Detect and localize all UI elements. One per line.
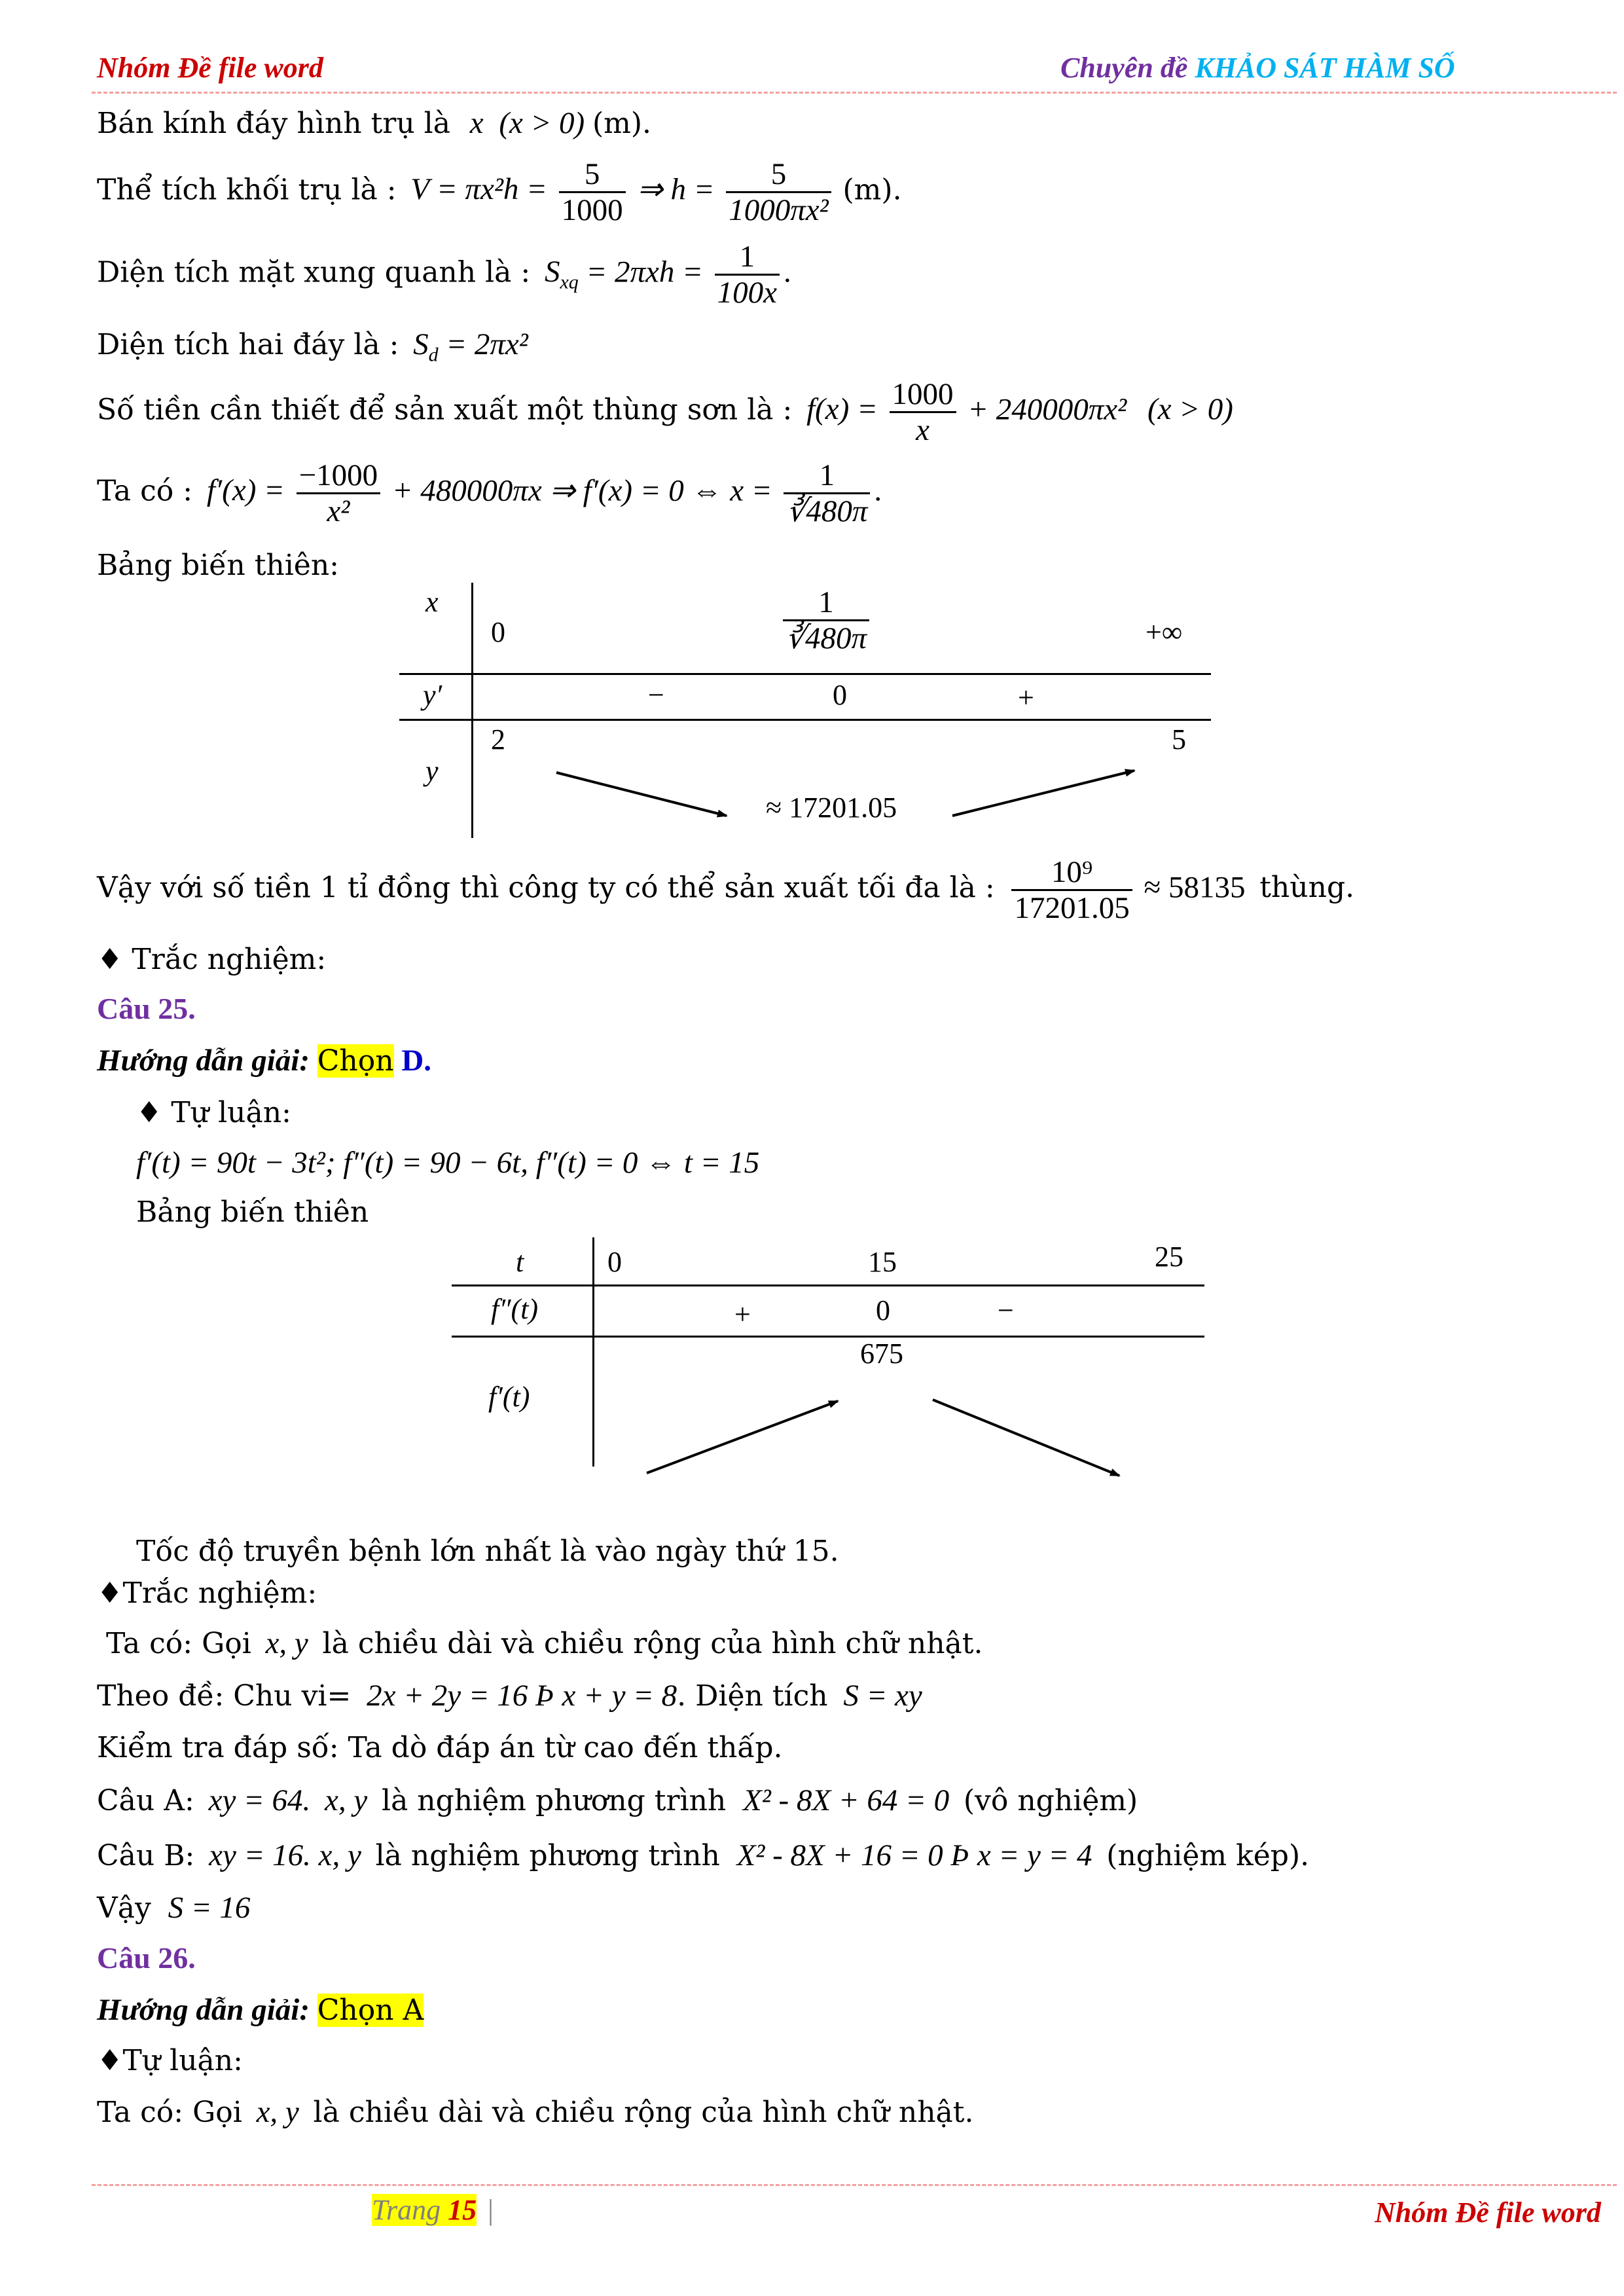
p1-line2-unit: (m). xyxy=(842,173,902,207)
t1-x-label: x xyxy=(425,586,439,618)
p3-line2: ♦Trắc nghiệm: xyxy=(97,1576,317,1610)
p1-line2 xyxy=(97,157,902,227)
p1-line3-frac xyxy=(715,240,780,310)
footer-right: Nhóm Đề file word xyxy=(1375,2196,1601,2229)
p1-line4-text: Diện tích hai đáy là : xyxy=(97,328,399,361)
p3-line6-eq: X² - 8X + 64 = 0 xyxy=(743,1783,950,1817)
p2-line1-num: 10⁹ xyxy=(1011,855,1132,891)
p1-line3-formula: = 2πxh = xyxy=(586,255,703,289)
p1-line6-text: Ta có : xyxy=(97,474,193,508)
p1-line1-cond: (x > 0) xyxy=(499,106,585,140)
p1-line5-fx: f(x) = xyxy=(806,392,878,427)
p1-line3-s: S xyxy=(544,255,560,289)
footer-page-label xyxy=(372,2194,477,2226)
p1-line2-frac2 xyxy=(726,157,831,227)
cau26-line1-rest: là chiều dài và chiều rộng của hình chữ nhật. xyxy=(313,2096,974,2129)
cau25-answer: D. xyxy=(401,1044,432,1078)
p1-line5-text: Số tiền cần thiết để sản xuất một thùng sơn là : xyxy=(97,393,793,427)
p1-line5-num: 1000 xyxy=(890,377,956,413)
t1-yp-left: − xyxy=(648,679,664,711)
p1-line4-sub: d xyxy=(428,344,439,366)
t2-arrow-down xyxy=(933,1400,1119,1476)
p1-line1-var: x xyxy=(469,106,484,140)
t1-y-min: ≈ 17201.05 xyxy=(766,792,897,824)
p1-line3-num: 1 xyxy=(715,240,780,276)
cau26-line1-text: Ta có: Gọi xyxy=(97,2096,242,2129)
p1-line2-num1: 5 xyxy=(559,157,626,193)
p3-line6-note: (vô nghiệm) xyxy=(963,1784,1138,1817)
cau26-guide-label: Hướng dẫn giải: xyxy=(97,1993,310,2027)
p1-line4-formula: = 2πx² xyxy=(446,327,528,361)
t1-arrow-down xyxy=(556,773,727,816)
t2-fp-max: 675 xyxy=(860,1338,903,1370)
variation-table-1 xyxy=(399,583,1218,838)
cau26-tuluan: ♦Tự luận: xyxy=(97,2044,243,2077)
t2-t-label: t xyxy=(516,1246,524,1278)
p1-line4 xyxy=(97,325,528,374)
p1-line1-text: Bán kính đáy hình trụ là xyxy=(97,107,450,140)
p2-line1-den: 17201.05 xyxy=(1014,891,1130,925)
p2-line1-unit: thùng. xyxy=(1259,871,1355,905)
p3-line3-vars: x, y xyxy=(265,1626,308,1660)
p3-line8-result: S = 16 xyxy=(168,1891,251,1925)
footer-page-num: 15 xyxy=(448,2194,477,2226)
p1-line2-text: Thể tích khối trụ là : xyxy=(97,173,397,207)
p3-line8 xyxy=(97,1888,250,1928)
p3-line7-xy: xy = 16. xyxy=(209,1838,311,1872)
p1-line4-sd xyxy=(413,327,439,366)
p3-line3 xyxy=(106,1624,983,1664)
t1-yp-label: y′ xyxy=(423,679,442,711)
t1-arrows xyxy=(399,583,1218,838)
cau25-guide xyxy=(97,1041,431,1081)
t1-x-mid-den: ∛480π xyxy=(785,621,867,655)
header-right xyxy=(1060,51,1455,84)
t1-yp-right: + xyxy=(1018,682,1034,714)
p3-line6-vars: x, y xyxy=(325,1783,368,1817)
p2-line1-approx: ≈ 58135 xyxy=(1144,870,1246,905)
p1-line6-den2: ∛480π xyxy=(786,494,868,528)
p1-line2-num2: 5 xyxy=(726,157,831,193)
t2-fpp-right: − xyxy=(998,1294,1014,1326)
p1-line3-dot: . xyxy=(784,255,791,289)
header-left: Nhóm Đề file word xyxy=(97,52,323,84)
p1-line1-unit: (m). xyxy=(592,107,652,140)
p3-line8-label: Vậy xyxy=(97,1891,151,1925)
footer-page-prefix: Trang xyxy=(372,2194,441,2226)
t1-y-right: 5 xyxy=(1172,723,1186,756)
p1-line4-s: S xyxy=(413,327,429,361)
p1-line6-frac2 xyxy=(784,458,870,528)
t2-fpp-mid: 0 xyxy=(876,1294,890,1326)
p3-line6-xy: xy = 64. xyxy=(208,1783,311,1817)
p3-line4-area: S = xy xyxy=(843,1679,922,1713)
p1-line2-den2: 1000πx² xyxy=(729,193,829,227)
p2-line1 xyxy=(97,855,1354,925)
p3-line3-text: Ta có: Gọi xyxy=(106,1627,251,1660)
footer-page xyxy=(372,2193,494,2227)
t2-fpp-label: f″(t) xyxy=(491,1293,539,1325)
t2-fp-label: f′(t) xyxy=(488,1381,530,1413)
cau26-title: Câu 26. xyxy=(97,1941,196,1975)
p1-line6-den1: x² xyxy=(327,494,350,528)
p1-line6-num1: −1000 xyxy=(297,458,381,494)
p3-line7-vars: x, y xyxy=(318,1838,361,1872)
p3-line3-rest: là chiều dài và chiều rộng của hình chữ nhật. xyxy=(322,1627,983,1660)
header-right-prefix: Chuyên đề xyxy=(1060,52,1195,84)
t2-t-end: 25 xyxy=(1155,1241,1183,1273)
p1-line6-fpx: f′(x) = xyxy=(206,473,285,508)
t1-yp-mid: 0 xyxy=(833,679,847,711)
p3-line7-text: là nghiệm phương trình xyxy=(375,1839,720,1872)
p2-line1-frac xyxy=(1011,855,1132,925)
t1-arrow-up xyxy=(952,771,1134,816)
cau25-bbt: Bảng biến thiên xyxy=(136,1195,369,1229)
cau25-choose: Chọn xyxy=(317,1044,394,1078)
p1-line3-sub: xq xyxy=(560,271,579,293)
t2-t0: 0 xyxy=(607,1246,622,1278)
cau26-line1-vars: x, y xyxy=(256,2095,299,2129)
header-divider xyxy=(92,92,1617,94)
cau26-guide xyxy=(97,1990,424,2030)
p3-line6-label: Câu A: xyxy=(97,1784,194,1817)
p1-line5 xyxy=(97,377,1233,447)
cau25-formula: f′(t) = 90t − 3t²; f″(t) = 90 − 6t, f″(t) = 0 ⇔ t = 15 xyxy=(136,1146,760,1180)
cau26-line1 xyxy=(97,2092,973,2132)
t2-arrow-up xyxy=(647,1401,838,1473)
p2-line1-text: Vậy với số tiền 1 tỉ đồng thì công ty có thể sản xuất tối đa là : xyxy=(97,871,995,905)
t1-x-end: +∞ xyxy=(1146,616,1183,648)
cau25-guide-label: Hướng dẫn giải: xyxy=(97,1044,310,1078)
header-right-topic: KHẢO SÁT HÀM SỐ xyxy=(1195,52,1455,84)
p2-tracnghiem: ♦ Trắc nghiệm: xyxy=(97,943,327,976)
p1-line3-sxq xyxy=(544,255,579,293)
p3-line6 xyxy=(97,1781,1138,1821)
p1-line6-dot: . xyxy=(874,473,882,508)
p3-line4-formula: 2x + 2y = 16 Þ x + y = 8 xyxy=(367,1679,677,1713)
p1-line2-den1: 1000 xyxy=(561,193,623,227)
p3-line4 xyxy=(97,1676,922,1716)
p1-line5-cond: (x > 0) xyxy=(1147,392,1233,427)
p1-line3-text: Diện tích mặt xung quanh là : xyxy=(97,255,531,289)
p1-line7: Bảng biến thiên: xyxy=(97,549,339,582)
p3-line5: Kiểm tra đáp số: Ta dò đáp án từ cao đến thấp. xyxy=(97,1731,783,1764)
p3-line7-eq: X² - 8X + 16 = 0 Þ x = y = 4 xyxy=(736,1838,1092,1872)
p3-line6-text: là nghiệm phương trình xyxy=(382,1784,727,1817)
p3-line4-mid: . Diện tích xyxy=(677,1679,828,1713)
p1-line2-implies: ⇒ h = xyxy=(637,172,715,207)
p1-line6-num2: 1 xyxy=(784,458,870,494)
t1-x0: 0 xyxy=(491,616,505,648)
p3-line7-note: (nghiệm kép). xyxy=(1106,1839,1310,1872)
p1-line5-frac xyxy=(890,377,956,447)
cau25-tuluan: ♦ Tự luận: xyxy=(136,1096,291,1129)
p1-line5-den: x xyxy=(916,413,929,447)
t2-arrows xyxy=(452,1237,1211,1480)
t1-y-label: y xyxy=(425,755,439,787)
p3-line7 xyxy=(97,1836,1309,1876)
t2-fpp-left: + xyxy=(734,1298,751,1330)
variation-table-2 xyxy=(452,1237,1211,1480)
p1-line2-frac1 xyxy=(559,157,626,227)
footer-divider xyxy=(92,2184,1617,2186)
p1-line6-frac1 xyxy=(297,458,381,528)
p1-line3-den: 100x xyxy=(717,276,778,310)
t1-x-mid-num: 1 xyxy=(783,585,869,621)
t2-t-mid: 15 xyxy=(868,1246,897,1278)
footer-sep: | xyxy=(488,2194,494,2226)
p1-line2-formula: V = πx²h = xyxy=(410,172,547,207)
p1-line5-formula: + 240000πx² xyxy=(967,392,1127,427)
p1-line1 xyxy=(97,103,651,143)
cau25-title: Câu 25. xyxy=(97,992,196,1025)
p1-line3 xyxy=(97,240,791,310)
p3-line1: Tốc độ truyền bệnh lớn nhất là vào ngày thứ 15. xyxy=(136,1535,839,1568)
p3-line4-text: Theo đề: Chu vi= xyxy=(97,1679,352,1713)
p1-line6 xyxy=(97,458,882,528)
t1-y-left: 2 xyxy=(491,723,505,756)
cau26-choose: Chọn A xyxy=(317,1994,424,2027)
p1-line6-formula: + 480000πx ⇒ f′(x) = 0 ⇔ x = xyxy=(391,473,772,508)
p3-line7-label: Câu B: xyxy=(97,1839,195,1872)
